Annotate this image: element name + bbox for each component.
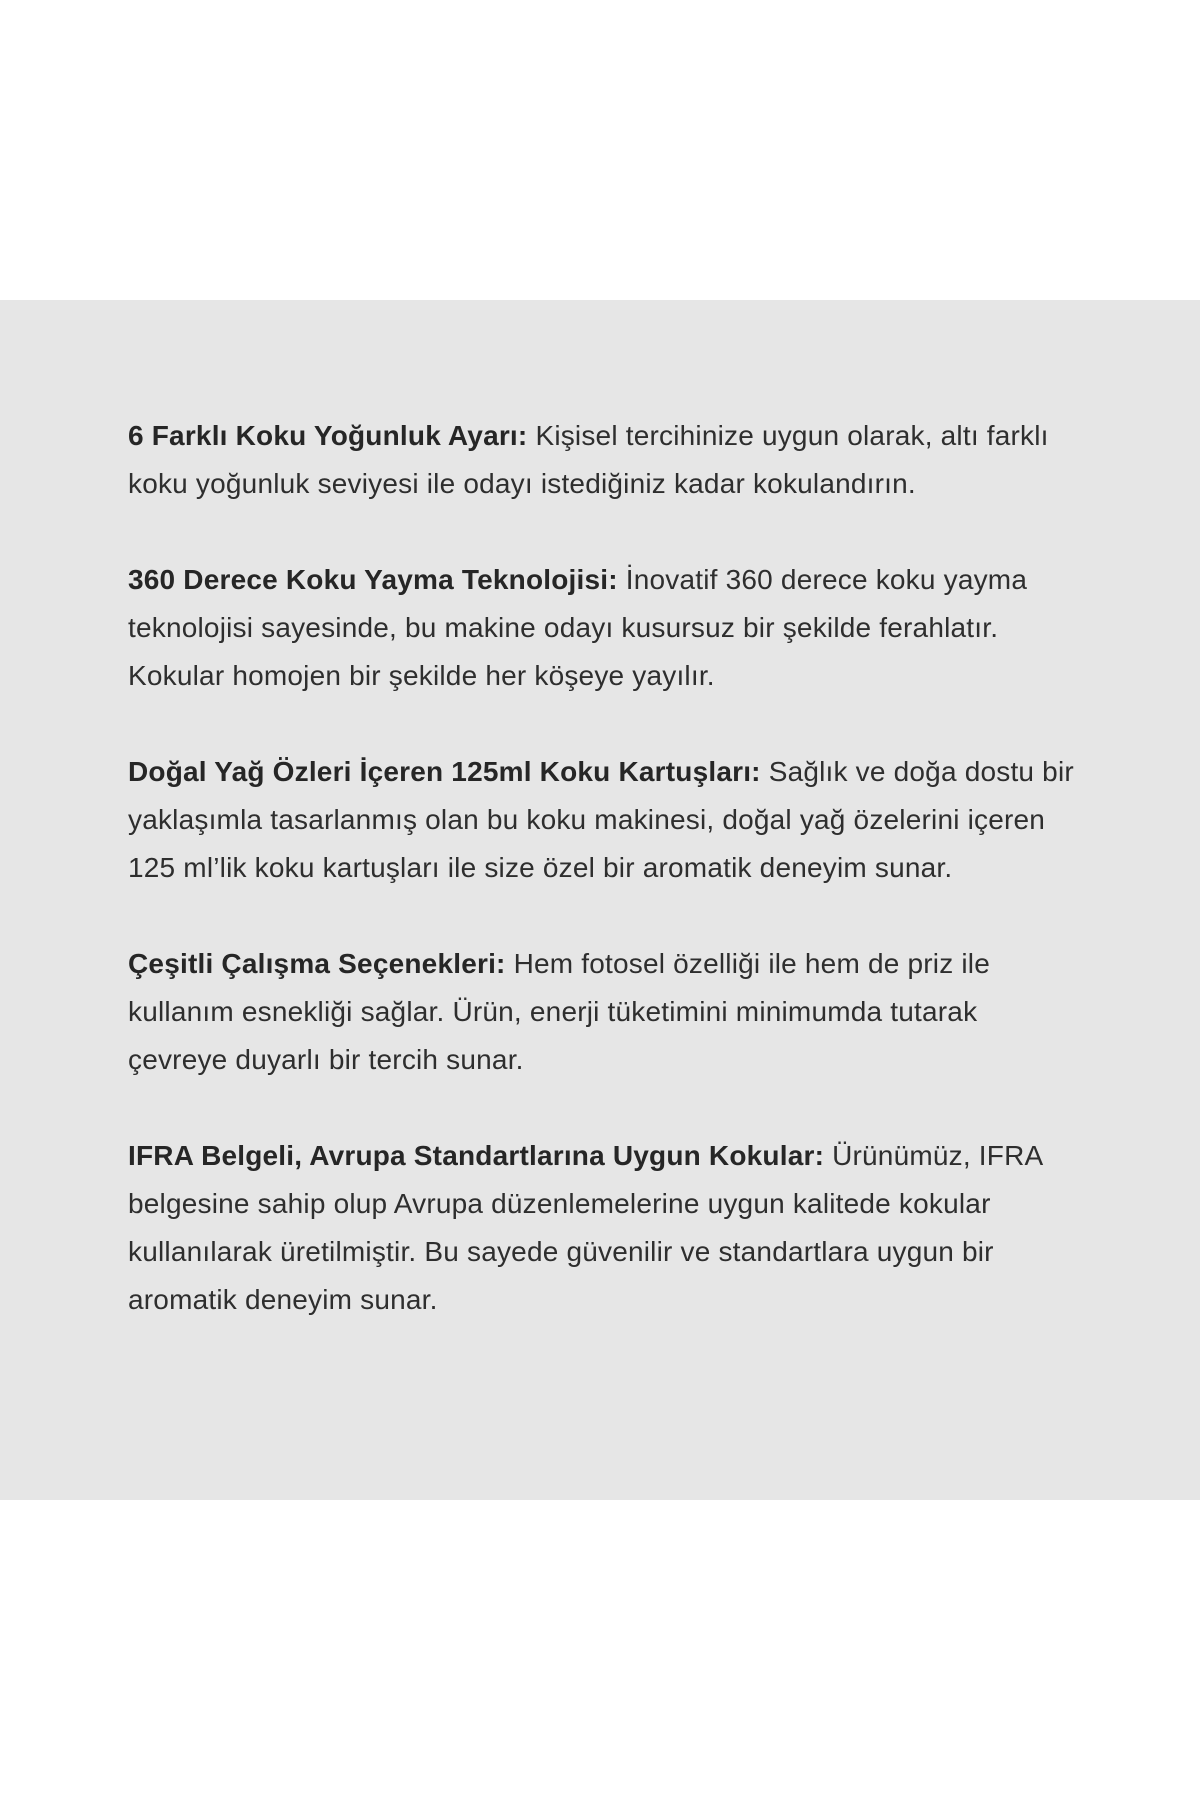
feature-title: 6 Farklı Koku Yoğunluk Ayarı: [128,420,528,451]
feature-title: Çeşitli Çalışma Seçenekleri: [128,948,506,979]
feature-paragraph-operation [128,940,1078,1084]
feature-text: Kişisel tercihinize uygun olarak, altı farklı koku yoğunluk seviyesi ile odayı istediğiniz kadar kokulandırın. [128,420,1049,499]
feature-text: Ürünümüz, IFRA belgesine sahip olup Avrupa düzenlemelerine uygun kalitede kokular kullanılarak üretilmiştir. Bu sayede güvenilir ve standartlara uygun bir aromatik deneyim sunar. [128,1140,1042,1315]
feature-paragraph-cartridges [128,748,1078,892]
feature-paragraph-intensity [128,412,1078,508]
feature-text: Hem fotosel özelliği ile hem de priz ile kullanım esnekliği sağlar. Ürün, enerji tüketimini minimumda tutarak çevreye duyarlı bir tercih sunar. [128,948,990,1075]
feature-title: Doğal Yağ Özleri İçeren 125ml Koku Kartuşları: [128,756,761,787]
feature-paragraph-ifra [128,1132,1078,1324]
feature-paragraph-diffusion [128,556,1078,700]
feature-list [128,412,1078,1372]
feature-title: IFRA Belgeli, Avrupa Standartlarına Uygun Kokular: [128,1140,825,1171]
feature-text: İnovatif 360 derece koku yayma teknolojisi sayesinde, bu makine odayı kusursuz bir şekilde ferahlatır. Kokular homojen bir şekilde her köşeye yayılır. [128,564,1028,691]
feature-title: 360 Derece Koku Yayma Teknolojisi: [128,564,618,595]
feature-text: Sağlık ve doğa dostu bir yaklaşımla tasarlanmış olan bu koku makinesi, doğal yağ özelerini içeren 125 ml’lik koku kartuşları ile size özel bir aromatik deneyim sunar. [128,756,1074,883]
